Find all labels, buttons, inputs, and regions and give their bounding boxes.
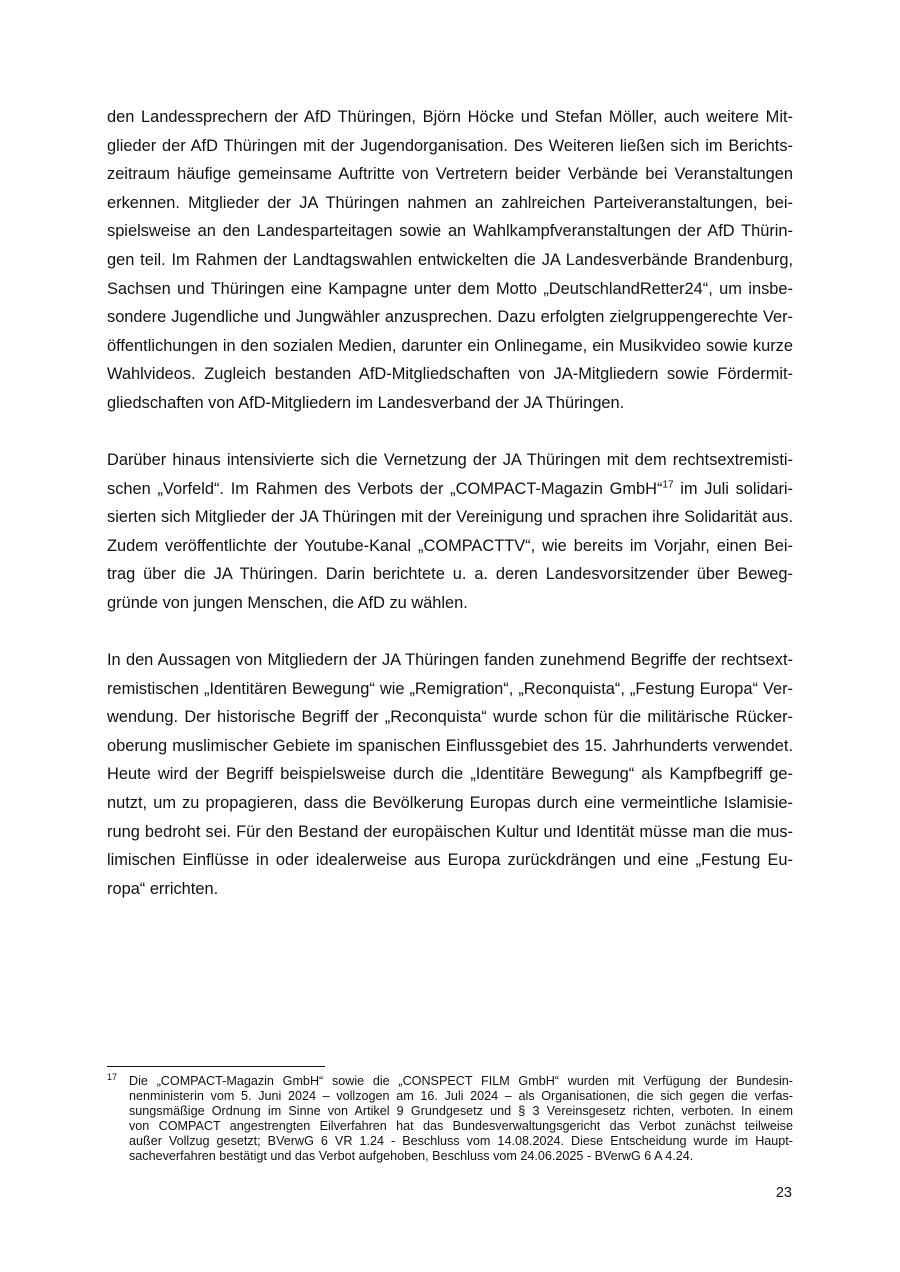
text-line: wendung. Der historische Begriff der „Reconquista“ wurde schon für die militärische Rücker- <box>107 708 793 726</box>
text-line: ropa“ errichten. <box>107 880 219 898</box>
footnote-reference[interactable]: 17 <box>662 479 674 491</box>
text-line: remistischen „Identitären Bewegung“ wie „Remigration“, „Reconquista“, „Festung Europa“ Ver- <box>107 680 793 698</box>
text-line: spielsweise an den Landesparteitagen sowie an Wahlkampfveranstaltungen der AfD Thürin- <box>107 222 793 240</box>
text-line: zeitraum häufige gemeinsame Auftritte von Vertretern beider Verbände bei Veranstaltungen <box>107 165 793 183</box>
text-line: erkennen. Mitglieder der JA Thüringen nahmen an zahlreichen Parteiveranstaltungen, bei- <box>107 194 793 212</box>
text-line: limischen Einflüsse in oder idealerweise aus Europa zurückdrängen und eine „Festung Eu- <box>107 851 793 869</box>
text-line: nutzt, um zu propagieren, dass die Bevölkerung Europas durch eine vermeintliche Islamisie- <box>107 794 793 812</box>
text-line: gründe von jungen Menschen, die AfD zu wählen. <box>107 594 468 612</box>
text-line: rung bedroht sei. Für den Bestand der europäischen Kultur und Identität müsse man die mus- <box>107 823 793 841</box>
text-line-with-footnote-ref <box>107 479 793 499</box>
text-line: oberung muslimischer Gebiete im spanischen Einflussgebiet des 15. Jahrhunderts verwendet. <box>107 737 793 755</box>
footnote-line: sungsmäßige Ordnung im Sinne von Artikel 9 Grundgesetz und § 3 Vereinsgesetz richten, verboten. In einem <box>129 1104 793 1118</box>
text-line: sondere Jugendliche und Jungwähler anzusprechen. Dazu erfolgten zielgruppengerechte Ver- <box>107 308 793 326</box>
text-line: den Landessprechern der AfD Thüringen, Björn Höcke und Stefan Möller, auch weitere Mit- <box>107 108 793 126</box>
text-line: öffentlichungen in den sozialen Medien, darunter ein Onlinegame, ein Musikvideo sowie kurze <box>107 337 793 355</box>
footnote-line: von COMPACT angestrengten Eilverfahren hat das Bundesverwaltungsgericht das Verbot zunächst teilweise <box>129 1119 793 1133</box>
text-line: Heute wird der Begriff beispielsweise durch die „Identitäre Bewegung“ als Kampfbegriff ge- <box>107 765 793 783</box>
text-line: gliedschaften von AfD-Mitgliedern im Landesverband der JA Thüringen. <box>107 394 625 412</box>
footnote-line: Die „COMPACT-Magazin GmbH“ sowie die „CONSPECT FILM GmbH“ wurden mit Verfügung der Bundesin- <box>129 1074 793 1088</box>
text-line: glieder der AfD Thüringen mit der Jugendorganisation. Des Weiteren ließen sich im Berichts- <box>107 137 793 155</box>
page-number: 23 <box>775 1185 792 1201</box>
text-line: sierten sich Mitglieder der JA Thüringen mit der Vereinigung und sprachen ihre Solidarität aus. <box>107 508 793 526</box>
text-segment: schen „Vorfeld“. Im Rahmen des Verbots der „COMPACT-Magazin GmbH“ <box>107 480 663 498</box>
text-line: gen teil. Im Rahmen der Landtagswahlen entwickelten die JA Landesverbände Brandenburg, <box>107 251 793 269</box>
text-line: trag über die JA Thüringen. Darin berichtete u. a. deren Landesvorsitzender über Beweg- <box>107 565 793 583</box>
text-line: Wahlvideos. Zugleich bestanden AfD-Mitgliedschaften von JA-Mitgliedern sowie Fördermit- <box>107 365 793 383</box>
text-line: Sachsen und Thüringen eine Kampagne unter dem Motto „DeutschlandRetter24“, um insbe- <box>107 280 793 298</box>
footnote-separator <box>107 1066 325 1067</box>
text-line: Darüber hinaus intensivierte sich die Vernetzung der JA Thüringen mit dem rechtsextremisti- <box>107 451 793 469</box>
text-segment: im Juli solidari- <box>673 480 793 498</box>
footnote-line: außer Vollzug gesetzt; BVerwG 6 VR 1.24 - Beschluss vom 14.08.2024. Diese Entscheidung wurde im Haupt- <box>129 1134 793 1148</box>
footnote-line: sacheverfahren bestätigt und das Verbot aufgehoben, Beschluss vom 24.06.2025 - BVerwG 6 A 4.24. <box>129 1149 694 1163</box>
text-line: Zudem veröffentlichte der Youtube-Kanal „COMPACTTV“, wie bereits im Vorjahr, einen Bei- <box>107 537 793 555</box>
footnote-number: 17 <box>107 1072 118 1082</box>
text-line: In den Aussagen von Mitgliedern der JA Thüringen fanden zunehmend Begriffe der rechtsext- <box>107 651 793 669</box>
footnote-line: nenministerin vom 5. Juni 2024 – vollzogen am 16. Juli 2024 – als Organisationen, die sich gegen die verfas- <box>129 1089 793 1103</box>
